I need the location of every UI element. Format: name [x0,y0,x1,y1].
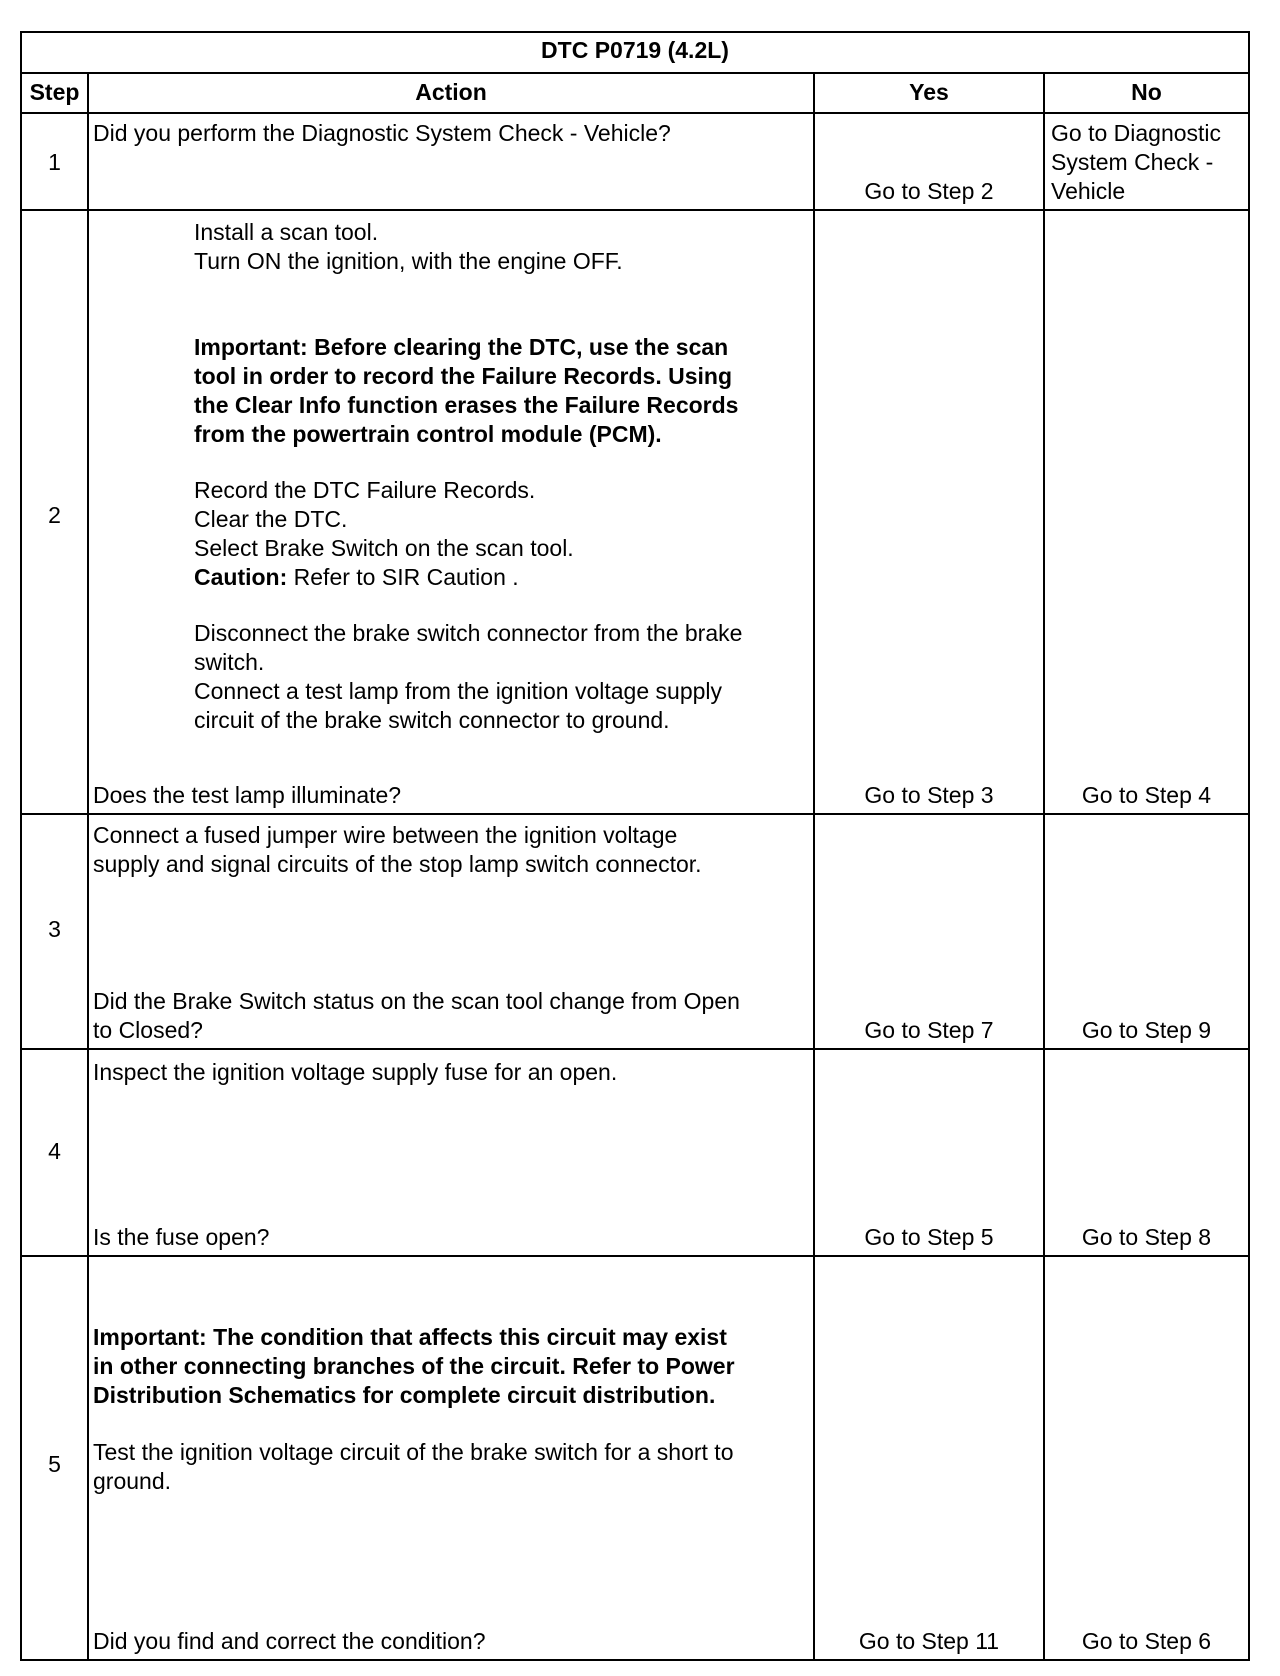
question-text: Did the Brake Switch status on the scan tool change from Open to Closed? [93,988,740,1043]
row-divider-title [20,72,1250,74]
action-text: Inspect the ignition voltage supply fuse for an open. [93,1059,618,1085]
diagnostic-table [20,31,1250,1661]
question-text: Is the fuse open? [93,1224,270,1250]
question-text: Did you find and correct the condition? [93,1628,486,1654]
row-divider-header [20,112,1250,114]
substep-list: Disconnect the brake switch connector from the brake switch. Connect a test lamp from the ignition voltage supply circuit of the brake switch connector to ground. [194,620,743,733]
yes-link[interactable]: Go to Step 11 [858,1628,1000,1654]
row-divider-1 [20,209,1250,211]
row-divider-4 [20,1255,1250,1257]
step-number: 4 [48,1138,61,1164]
step-number: 2 [48,502,61,528]
header-yes: Yes [909,79,949,105]
yes-link[interactable]: Go to Step 3 [864,782,994,808]
yes-link[interactable]: Go to Step 2 [864,178,994,204]
column-divider-action [813,73,815,1661]
column-divider-yes [1043,73,1045,1661]
caution-note: Caution: Refer to SIR Caution . [194,564,519,590]
step-number: 1 [48,149,61,175]
step-number: 5 [48,1451,61,1477]
row-divider-3 [20,1048,1250,1050]
yes-link[interactable]: Go to Step 7 [864,1017,994,1043]
table-border-bottom [20,1659,1250,1661]
substep-list: Install a scan tool. Turn ON the ignition, with the engine OFF. [194,219,623,274]
header-step: Step [29,79,80,105]
question-text: Does the test lamp illuminate? [93,782,402,808]
action-text: Connect a fused jumper wire between the ignition voltage supply and signal circuits of the stop lamp switch connector. [93,822,702,877]
no-link[interactable]: Go to Step 9 [1081,1017,1212,1043]
important-note: Important: Before clearing the DTC, use the scan tool in order to record the Failure Records. Using the Clear Info function erases the Failure Records from the powertrain control module (PCM). [194,334,739,447]
action-text: Test the ignition voltage circuit of the brake switch for a short to ground. [93,1439,734,1494]
row-divider-2 [20,813,1250,815]
no-link[interactable]: Go to Step 8 [1081,1224,1212,1250]
header-action: Action [415,79,487,105]
no-link[interactable]: Go to Diagnostic System Check - Vehicle [1051,120,1222,204]
yes-link[interactable]: Go to Step 5 [864,1224,994,1250]
header-no: No [1131,79,1162,105]
table-border-top [20,31,1250,33]
table-title: DTC P0719 (4.2L) [541,37,729,63]
step-number: 3 [48,916,61,942]
caution-text: Refer to SIR Caution . [293,564,519,590]
no-link[interactable]: Go to Step 4 [1081,782,1212,808]
action-text: Did you perform the Diagnostic System Check - Vehicle? [93,120,671,146]
important-note: Important: The condition that affects this circuit may exist in other connecting branches of the circuit. Refer to Power Distribution Schematics for complete circuit distribution. [93,1324,735,1408]
no-link[interactable]: Go to Step 6 [1081,1628,1212,1654]
column-divider-step [87,73,89,1661]
substep-list: Record the DTC Failure Records. Clear the DTC. Select Brake Switch on the scan tool. Caution: Refer to SIR Caution . [194,477,574,590]
table-border-right [1248,31,1250,1661]
table-border-left [20,31,22,1661]
